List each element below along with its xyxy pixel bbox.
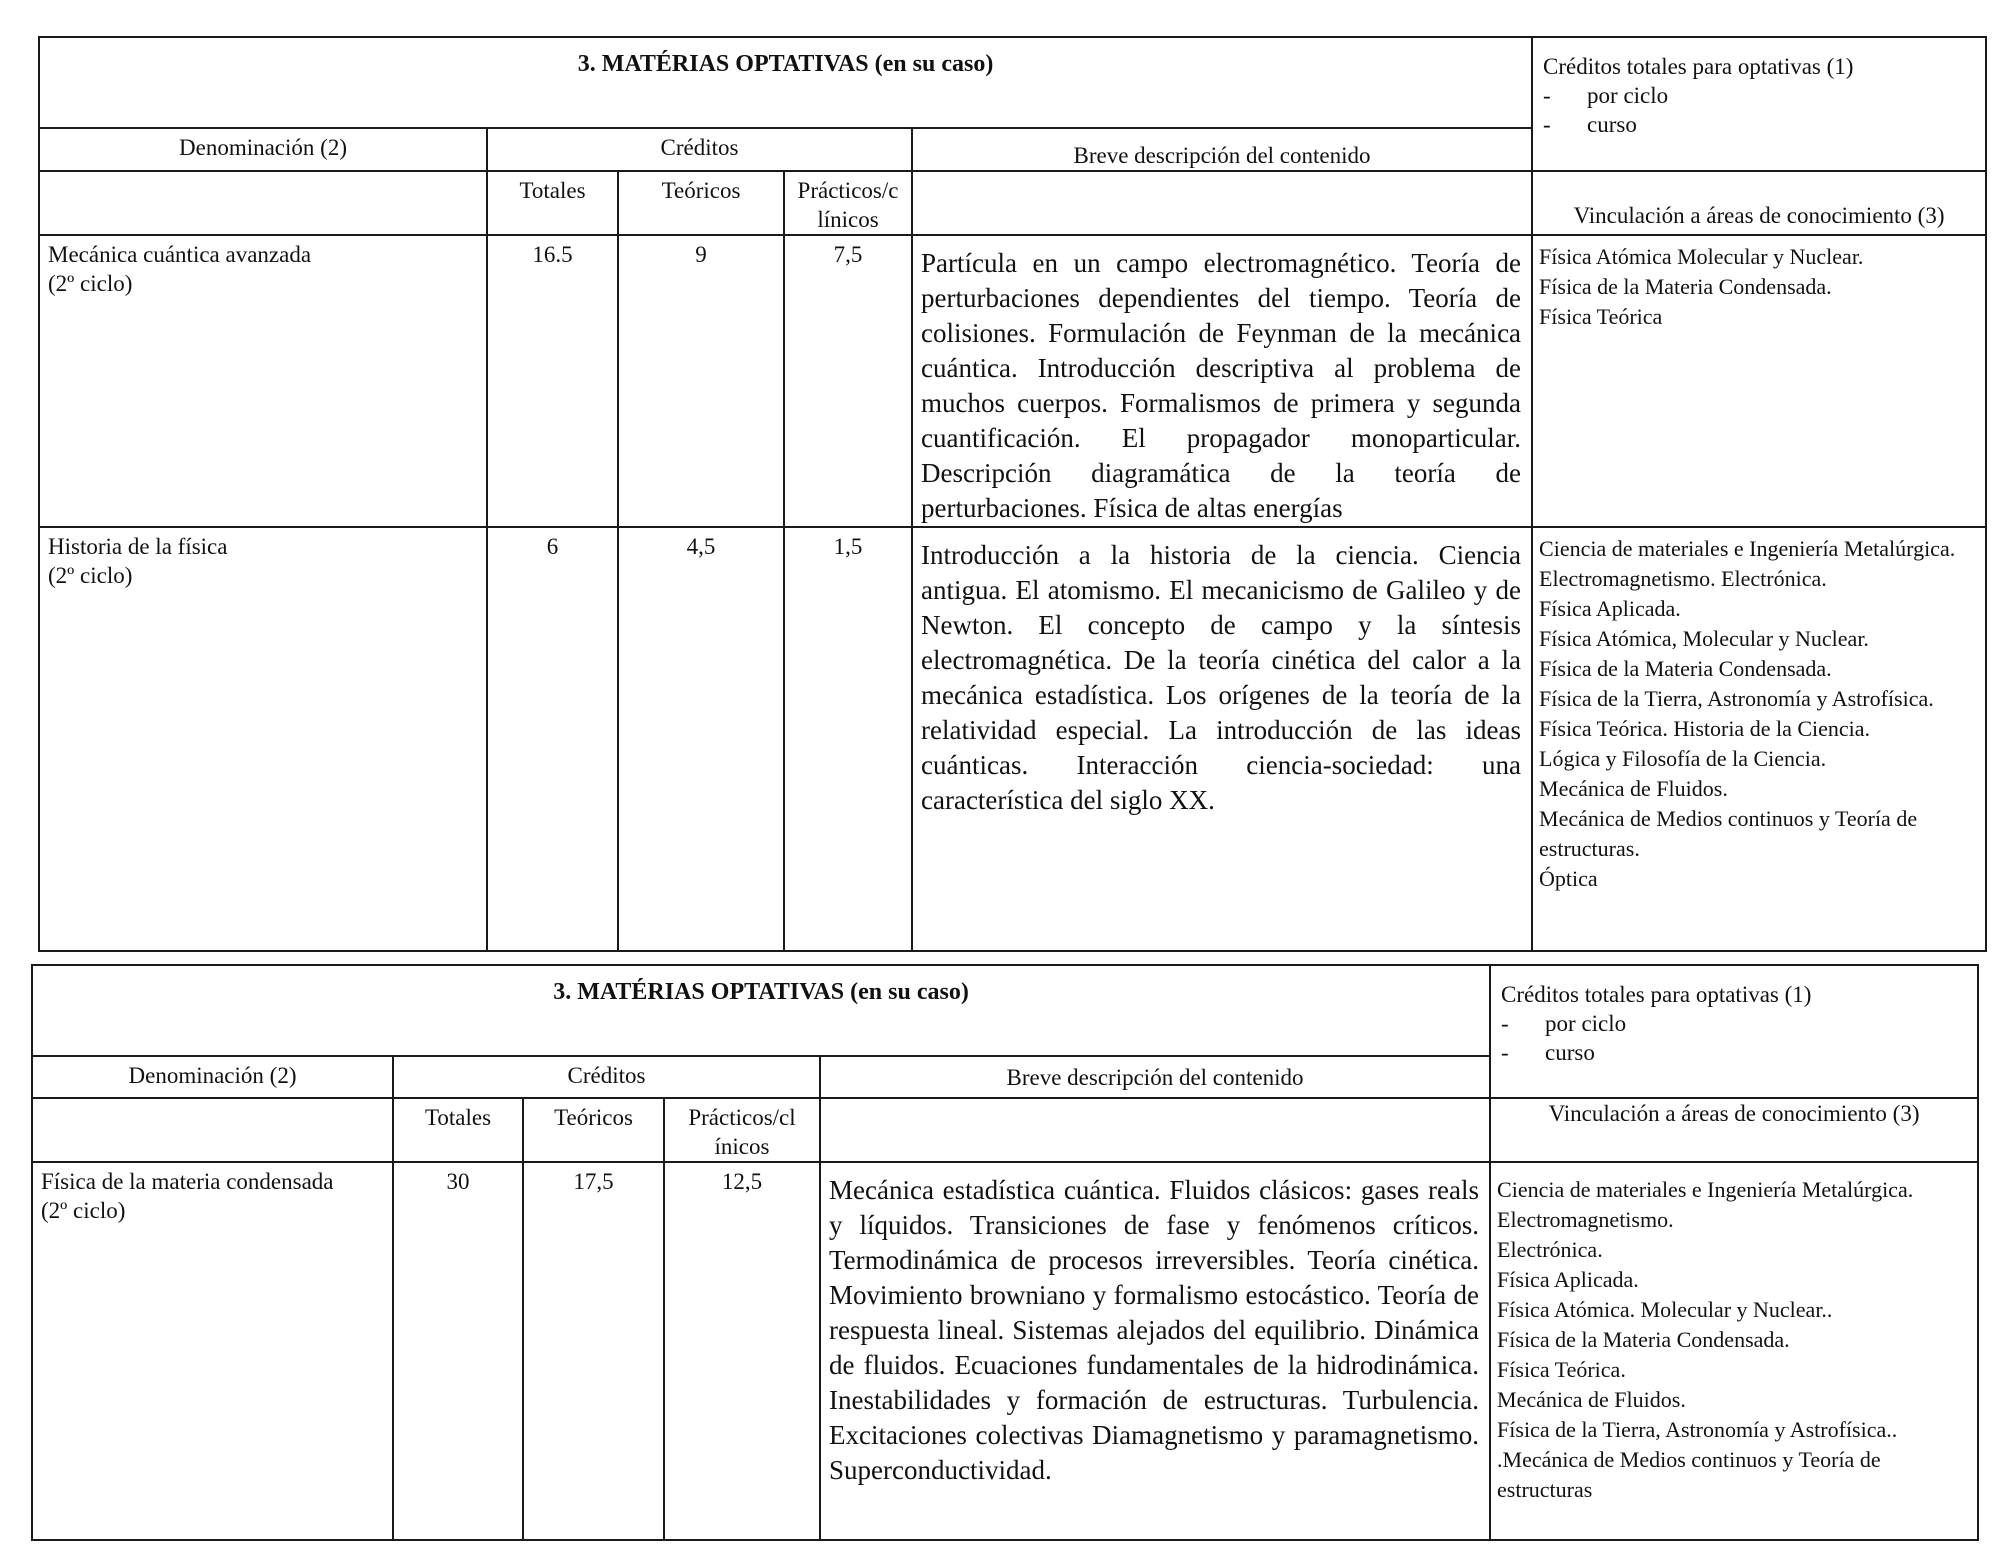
area-item: Lógica y Filosofía de la Ciencia.: [1539, 746, 1827, 771]
area-item: Física Aplicada.: [1497, 1267, 1639, 1292]
title-row: [39, 37, 1986, 128]
credits-practice: 1,5: [784, 527, 912, 951]
subject-name-cell: [39, 527, 487, 951]
header-totales: Totales: [487, 171, 618, 235]
subject-name-cell: [39, 235, 487, 527]
per-cycle-item: - por ciclo: [1543, 83, 1669, 108]
area-item: Física de la Tierra, Astronomía y Astrofísica..: [1497, 1417, 1898, 1442]
knowledge-areas: [1490, 1162, 1978, 1540]
area-item: Física de la Tierra, Astronomía y Astrofísica.: [1539, 686, 1934, 711]
area-item: Física de la Materia Condensada.: [1539, 656, 1832, 681]
total-credits-title: Créditos totales para optativas (1): [1543, 54, 1854, 79]
optativas-table-2: [31, 964, 1979, 1541]
total-credits-title: Créditos totales para optativas (1): [1501, 982, 1812, 1007]
subject-description: Partícula en un campo electromagnético. Teoría de perturbaciones dependientes del tiempo. Teoría de colisiones. Formulación de Feynman de la mecánica cuántica. Introducción descriptiva al problema de muchos cuerpos. Formalismos de primera y segunda cuantificación. El propagador monoparticular. Descripción diagramática de la teoría de perturbaciones. Física de altas energías: [912, 235, 1532, 527]
subject-cycle: (2º ciclo): [48, 271, 133, 296]
subject-cycle: (2º ciclo): [41, 1198, 126, 1223]
area-item: Física Atómica, Molecular y Nuclear.: [1539, 626, 1869, 651]
optativas-table-1: [38, 36, 1987, 952]
per-year-item: - curso: [1543, 112, 1637, 137]
empty-cell: [912, 171, 1532, 235]
per-cycle-item: - por ciclo: [1501, 1011, 1627, 1036]
header-teoricos: Teóricos: [618, 171, 784, 235]
header-descripcion: Breve descripción del contenido: [912, 128, 1532, 171]
area-item: Física Atómica. Molecular y Nuclear..: [1497, 1297, 1833, 1322]
subject-description: Introducción a la historia de la ciencia. Ciencia antigua. El atomismo. El mecanicismo de Galileo y de Newton. El concepto de campo y la síntesis electromagnética. De la teoría cinética del calor a la mecánica estadística. Los orígenes de la teoría de la relatividad especial. La introducción de las ideas cuánticas. Interacción ciencia-sociedad: una característica del siglo XX.: [912, 527, 1532, 951]
area-item: Ciencia de materiales e Ingeniería Metalúrgica.: [1497, 1177, 1914, 1202]
area-item: .Mecánica de Medios continuos y Teoría de estructuras: [1497, 1447, 1881, 1502]
header-practicos: Prácticos/cl ínicos: [664, 1098, 820, 1162]
area-item: Electromagnetismo. Electrónica.: [1539, 566, 1827, 591]
knowledge-areas: [1532, 235, 1986, 527]
empty-cell: [39, 171, 487, 235]
header-denominacion: Denominación (2): [39, 128, 487, 171]
header-teoricos: Teóricos: [523, 1098, 664, 1162]
area-item: Física Teórica. Historia de la Ciencia.: [1539, 716, 1871, 741]
area-item: Física Atómica Molecular y Nuclear.: [1539, 244, 1864, 269]
credits-practice: 12,5: [664, 1162, 820, 1540]
subject-name: Historia de la física: [48, 534, 228, 559]
credits-practice: 7,5: [784, 235, 912, 527]
credits-theory: 9: [618, 235, 784, 527]
header-vinculacion: Vinculación a áreas de conocimiento (3): [1490, 1098, 1978, 1162]
area-item: Física Teórica: [1539, 304, 1663, 329]
subject-name: Física de la materia condensada: [41, 1169, 334, 1194]
subject-description: Mecánica estadística cuántica. Fluidos clásicos: gases reals y líquidos. Transiciones de fase y fenómenos críticos. Termodinámica de procesos irreversibles. Teoría cinética. Movimiento browniano y formalismo estocástico. Teoría de respuesta lineal. Sistemas alejados del equilibrio. Dinámica de fluidos. Ecuaciones fundamentales de la hidrodinámica. Inestabilidades y formación de estructuras. Turbulencia. Excitaciones colectivas Diamagnetismo y paramagnetismo. Superconductividad.: [820, 1162, 1490, 1540]
header-creditos: Créditos: [393, 1056, 820, 1098]
area-item: Electromagnetismo.: [1497, 1207, 1674, 1232]
credits-theory: 4,5: [618, 527, 784, 951]
empty-cell: [32, 1098, 393, 1162]
header-vinculacion: Vinculación a áreas de conocimiento (3): [1532, 171, 1986, 235]
section-title: 3. MATÉRIAS OPTATIVAS (en su caso): [32, 965, 1490, 1056]
subject-name: Mecánica cuántica avanzada: [48, 242, 312, 267]
total-credits-box: [1490, 965, 1978, 1098]
area-item: Física de la Materia Condensada.: [1497, 1327, 1790, 1352]
total-credits-box: [1532, 37, 1986, 171]
subject-name-cell: [32, 1162, 393, 1540]
table-row: [39, 235, 1986, 527]
subheader-row: [39, 171, 1986, 235]
area-item: Mecánica de Fluidos.: [1539, 776, 1728, 801]
credits-total: 30: [393, 1162, 523, 1540]
table-row: [39, 527, 1986, 951]
header-denominacion: Denominación (2): [32, 1056, 393, 1098]
area-item: Mecánica de Medios continuos y Teoría de estructuras.: [1539, 806, 1918, 861]
header-creditos: Créditos: [487, 128, 912, 171]
table-row: [32, 1162, 1978, 1540]
area-item: Física de la Materia Condensada.: [1539, 274, 1832, 299]
credits-theory: 17,5: [523, 1162, 664, 1540]
section-title: 3. MATÉRIAS OPTATIVAS (en su caso): [39, 37, 1532, 128]
header-practicos: Prácticos/c línicos: [784, 171, 912, 235]
area-item: Mecánica de Fluidos.: [1497, 1387, 1686, 1412]
area-item: Física Teórica.: [1497, 1357, 1626, 1382]
area-item: Electrónica.: [1497, 1237, 1603, 1262]
credits-total: 6: [487, 527, 618, 951]
area-item: Óptica: [1539, 866, 1598, 891]
subheader-row: [32, 1098, 1978, 1162]
header-descripcion: Breve descripción del contenido: [820, 1056, 1490, 1098]
header-totales: Totales: [393, 1098, 523, 1162]
per-year-item: - curso: [1501, 1040, 1595, 1065]
empty-cell: [820, 1098, 1490, 1162]
subject-cycle: (2º ciclo): [48, 563, 133, 588]
title-row: [32, 965, 1978, 1056]
area-item: Física Aplicada.: [1539, 596, 1681, 621]
area-item: Ciencia de materiales e Ingeniería Metalúrgica.: [1539, 536, 1956, 561]
credits-total: 16.5: [487, 235, 618, 527]
knowledge-areas: [1532, 527, 1986, 951]
